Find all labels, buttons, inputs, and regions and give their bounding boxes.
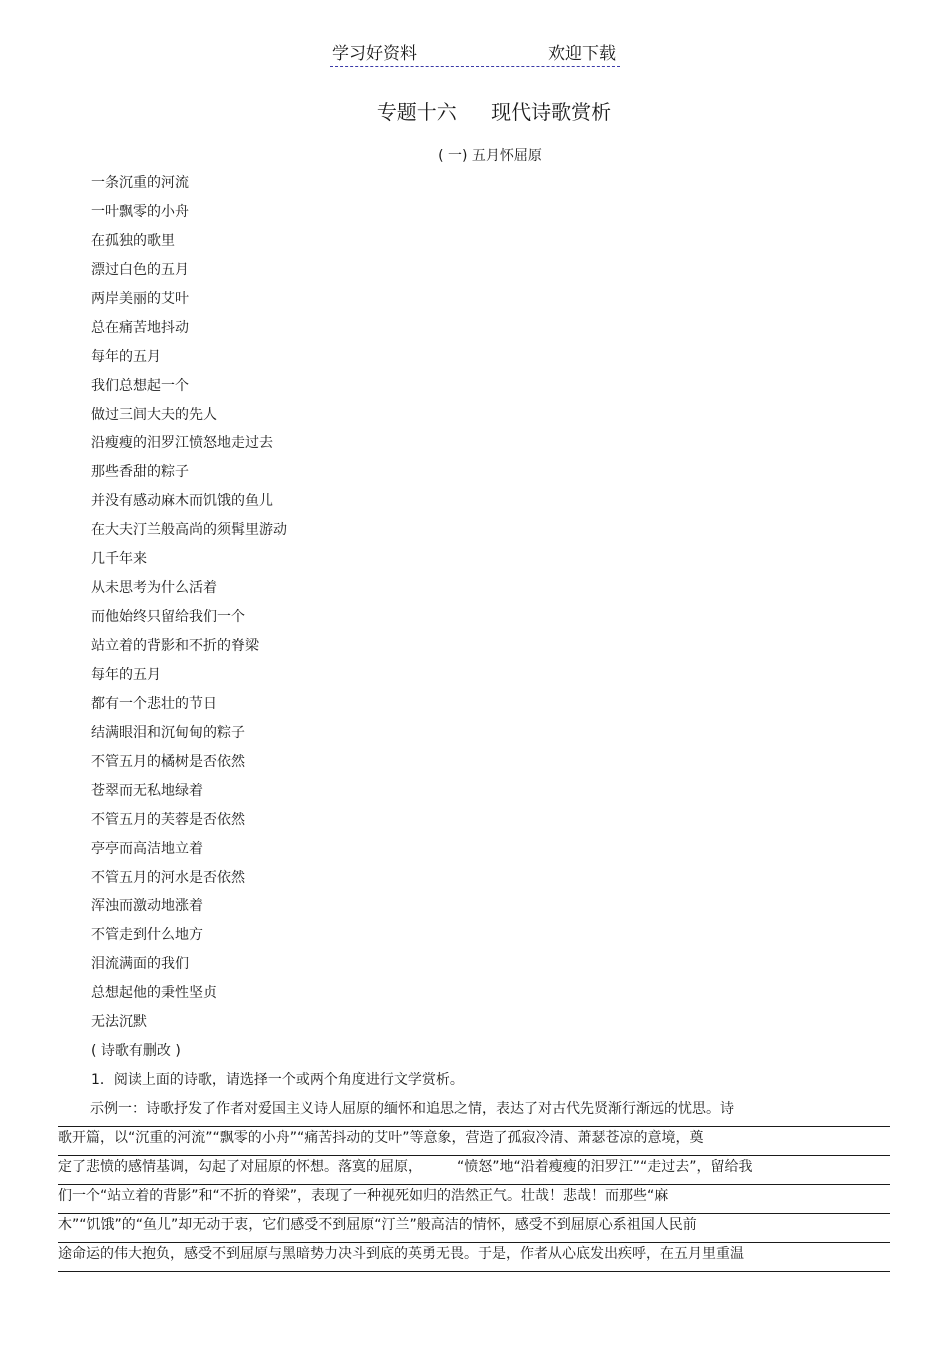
poem-line: 站立着的背影和不折的脊梁 — [91, 638, 259, 654]
header-left-text: 学习好资料 — [332, 44, 417, 64]
answer-area — [58, 1098, 890, 1272]
header-right-text: 欢迎下载 — [548, 44, 616, 64]
poem-line: 几千年来 — [91, 551, 147, 568]
poem-line: 从未思考为什么活着 — [91, 580, 217, 597]
poem-line: 苍翠而无私地绿着 — [91, 782, 203, 799]
poem-line: 不管五月的河水是否依然 — [91, 869, 245, 886]
answer-line: 途命运的伟大抱负，感受不到屈原与黑暗势力决斗到底的英勇无畏。于是，作者从心底发出疾呼，在五月里重温 — [58, 1243, 890, 1272]
poem-line: 一叶飘零的小舟 — [91, 203, 189, 220]
poem-line: 不管走到什么地方 — [91, 927, 203, 944]
answer-line: 歌开篇，以“沉重的河流”“飘零的小舟”“痛苦抖动的艾叶”等意象，营造了孤寂冷清、萧瑟苍凉的意境，奠 — [58, 1127, 890, 1156]
answer-line: 木”“饥饿”的“鱼儿”却无动于衷，它们感受不到屈原“汀兰”般高洁的情怀，感受不到屈原心系祖国人民前 — [58, 1214, 890, 1243]
poem-line: 每年的五月 — [91, 348, 161, 365]
answer-line: 示例一：诗歌抒发了作者对爱国主义诗人屈原的缅怀和追思之情，表达了对古代先贤渐行渐远的忧思。诗 — [58, 1098, 890, 1127]
poem-line: 做过三闾大夫的先人 — [91, 406, 217, 423]
poem-line: 在大夫汀兰般高尚的须髯里游动 — [91, 522, 287, 539]
answer-line: 定了悲愤的感情基调，勾起了对屈原的怀想。落寞的屈原， “愤怒”地“沿着瘦瘦的汨罗江”“走过去”，留给我 — [58, 1156, 890, 1185]
poem-line: 每年的五月 — [91, 666, 161, 683]
answer-line: 们一个“站立着的背影”和“不折的脊梁”，表现了一种视死如归的浩然正气。壮哉！悲哉！而那些“麻 — [58, 1185, 890, 1214]
page-title: 专题十六 现代诗歌赏析 — [376, 100, 612, 124]
poem-line: 沿瘦瘦的汨罗江愤怒地走过去 — [91, 435, 273, 452]
poem-line: 总在痛苦地抖动 — [91, 319, 189, 336]
poem-line: 不管五月的芙蓉是否依然 — [91, 811, 245, 828]
poem-line: 总想起他的秉性坚贞 — [91, 985, 217, 1002]
question-1: 1．阅读上面的诗歌，请选择一个或两个角度进行文学赏析。 — [91, 1072, 464, 1088]
poem-line: 我们总想起一个 — [91, 377, 189, 394]
poem-line: 浑浊而激动地涨着 — [91, 898, 203, 915]
poem-line: 并没有感动麻木而饥饿的鱼儿 — [91, 493, 273, 510]
page-header — [330, 42, 620, 67]
poem-line: 亭亭而高洁地立着 — [91, 840, 203, 857]
poem-line: 无法沉默 — [91, 1014, 147, 1031]
poem-line: 都有一个悲壮的节日 — [91, 695, 217, 712]
poem-line: 不管五月的橘树是否依然 — [91, 753, 245, 770]
poem-line: 漂过白色的五月 — [91, 261, 189, 278]
edit-note: ( 诗歌有删改 ) — [91, 1043, 181, 1059]
poem-line: 在孤独的歌里 — [91, 232, 175, 249]
poem-line: 结满眼泪和沉甸甸的粽子 — [91, 724, 245, 741]
poem-body — [91, 171, 287, 1039]
poem-line: 而他始终只留给我们一个 — [91, 609, 245, 626]
poem-line: 那些香甜的粽子 — [91, 464, 189, 481]
poem-line: 一条沉重的河流 — [91, 175, 189, 191]
poem-line: 泪流满面的我们 — [91, 956, 189, 973]
poem-line: 两岸美丽的艾叶 — [91, 290, 189, 307]
poem-title: ( 一) 五月怀屈原 — [438, 148, 542, 164]
